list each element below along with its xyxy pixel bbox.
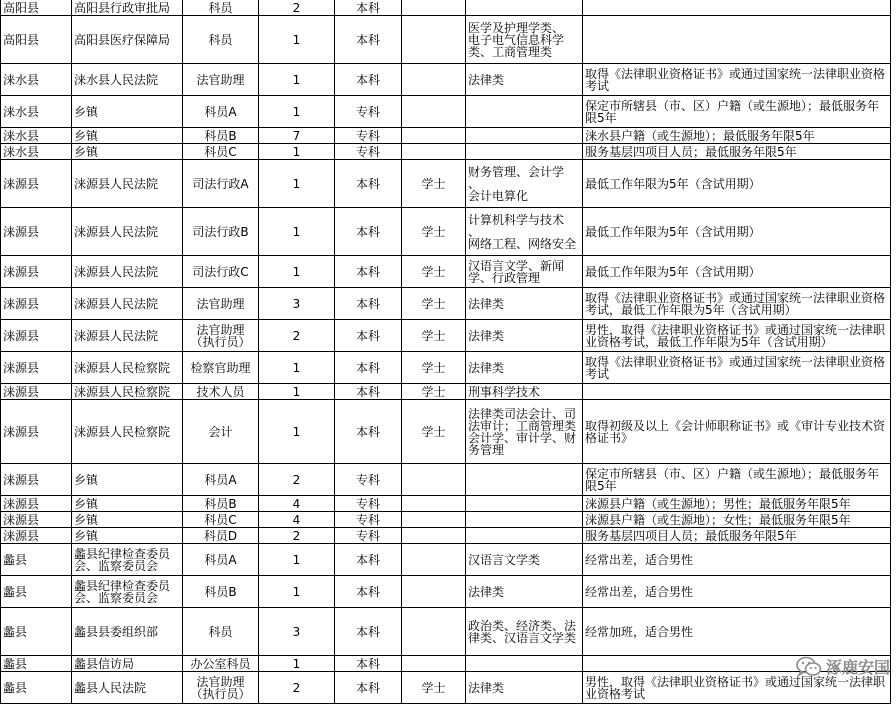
count-cell: 2: [259, 528, 335, 544]
county-cell: 涞源县: [1, 512, 72, 528]
requirements-cell: 取得《法律职业资格证书》或通过国家统一法律职业资格考试，最低工作年限为5年（含试用期）: [583, 288, 891, 320]
count-cell: 1: [259, 144, 335, 160]
major-cell: [466, 656, 583, 672]
table-row: [1, 16, 891, 64]
county-cell: 高阳县: [1, 0, 72, 16]
table-row: [1, 672, 891, 704]
education-cell: 本科: [335, 544, 402, 576]
table-row: [1, 512, 891, 528]
count-cell: 2: [259, 0, 335, 16]
requirements-cell: 最低工作年限为5年（含试用期）: [583, 160, 891, 208]
county-cell: 涞水县: [1, 128, 72, 144]
major-cell: 政治类、经济类、法律类、汉语言文学类: [466, 608, 583, 656]
table-row: [1, 384, 891, 400]
county-cell: 涞水县: [1, 96, 72, 128]
count-cell: 1: [259, 656, 335, 672]
position-cell: 检察官助理: [183, 352, 259, 384]
county-cell: 涞源县: [1, 320, 72, 352]
requirements-cell: 涞源县户籍（或生源地）；女性；最低服务年限5年: [583, 512, 891, 528]
count-cell: 1: [259, 208, 335, 256]
department-cell: 乡镇: [72, 128, 183, 144]
education-cell: 本科: [335, 288, 402, 320]
major-cell: [466, 0, 583, 16]
major-cell: 法律类: [466, 320, 583, 352]
position-cell: 科员D: [183, 528, 259, 544]
position-cell: 科员B: [183, 496, 259, 512]
education-cell: 本科: [335, 384, 402, 400]
count-cell: 2: [259, 672, 335, 704]
count-cell: 4: [259, 496, 335, 512]
degree-cell: 学士: [402, 320, 466, 352]
requirements-cell: 男性，取得《法律职业资格证书》或通过国家统一法律职业资格考试: [583, 672, 891, 704]
degree-cell: 学士: [402, 160, 466, 208]
county-cell: 涞源县: [1, 352, 72, 384]
position-cell: 科员B: [183, 576, 259, 608]
requirements-cell: 经常加班，适合男性: [583, 608, 891, 656]
position-cell: 科员A: [183, 464, 259, 496]
department-cell: 高阳县医疗保障局: [72, 16, 183, 64]
table-row: [1, 528, 891, 544]
table-row: [1, 160, 891, 208]
degree-cell: 学士: [402, 384, 466, 400]
position-cell: 科员A: [183, 96, 259, 128]
requirements-cell: 服务基层四项目人员；最低服务年限5年: [583, 144, 891, 160]
education-cell: 专科: [335, 512, 402, 528]
watermark-text: 涿鹿安国: [825, 658, 890, 677]
table-row: [1, 544, 891, 576]
major-cell: 法律类司法会计、司法审计；工商管理类会计学、审计学、财务管理: [466, 400, 583, 464]
requirements-cell: 取得初级及以上《会计师职称证书》或《审计专业技术资格证书》: [583, 400, 891, 464]
count-cell: 1: [259, 64, 335, 96]
count-cell: 1: [259, 256, 335, 288]
degree-cell: 学士: [402, 672, 466, 704]
degree-cell: [402, 64, 466, 96]
major-cell: 法律类: [466, 64, 583, 96]
department-cell: 乡镇: [72, 144, 183, 160]
major-cell: 法律类: [466, 352, 583, 384]
county-cell: 蠡县: [1, 544, 72, 576]
position-cell: 科员C: [183, 144, 259, 160]
position-cell: 科员C: [183, 512, 259, 528]
department-cell: 蠡县人民法院: [72, 672, 183, 704]
requirements-cell: [583, 16, 891, 64]
major-cell: 汉语言文学类: [466, 544, 583, 576]
degree-cell: [402, 512, 466, 528]
county-cell: 涞源县: [1, 528, 72, 544]
requirements-cell: 经常出差，适合男性: [583, 544, 891, 576]
degree-cell: [402, 544, 466, 576]
county-cell: 涞源县: [1, 208, 72, 256]
table-row: [1, 144, 891, 160]
position-cell: 法官助理: [183, 64, 259, 96]
major-cell: 汉语言文学、新闻学、行政管理: [466, 256, 583, 288]
requirements-cell: [583, 384, 891, 400]
position-cell: 司法行政A: [183, 160, 259, 208]
education-cell: 本科: [335, 576, 402, 608]
count-cell: 1: [259, 160, 335, 208]
education-cell: 本科: [335, 16, 402, 64]
requirements-cell: 男性，取得《法律职业资格证书》或通过国家统一法律职业资格考试，最低工作年限为5年（含试用期）: [583, 320, 891, 352]
position-cell: 科员: [183, 16, 259, 64]
education-cell: 本科: [335, 352, 402, 384]
count-cell: 2: [259, 320, 335, 352]
requirements-cell: 取得《法律职业资格证书》或通过国家统一法律职业资格考试: [583, 64, 891, 96]
county-cell: 涞水县: [1, 144, 72, 160]
education-cell: 专科: [335, 96, 402, 128]
requirements-cell: 最低工作年限为5年（含试用期）: [583, 208, 891, 256]
count-cell: 2: [259, 464, 335, 496]
department-cell: 涞源县人民法院: [72, 320, 183, 352]
major-cell: [466, 96, 583, 128]
requirements-cell: 保定市所辖县（市、区）户籍（或生源地）；最低服务年限5年: [583, 96, 891, 128]
table-row: [1, 288, 891, 320]
table-row: [1, 576, 891, 608]
department-cell: 涞源县人民法院: [72, 160, 183, 208]
county-cell: 涞源县: [1, 160, 72, 208]
department-cell: 蠡县纪律检查委员会、监察委员会: [72, 544, 183, 576]
education-cell: 本科: [335, 608, 402, 656]
count-cell: 1: [259, 576, 335, 608]
department-cell: 涞源县人民检察院: [72, 352, 183, 384]
table-row: [1, 496, 891, 512]
county-cell: 蠡县: [1, 672, 72, 704]
count-cell: 1: [259, 400, 335, 464]
education-cell: 本科: [335, 656, 402, 672]
position-cell: 技术人员: [183, 384, 259, 400]
count-cell: 4: [259, 512, 335, 528]
county-cell: 涞源县: [1, 400, 72, 464]
count-cell: 1: [259, 384, 335, 400]
education-cell: 本科: [335, 672, 402, 704]
degree-cell: 学士: [402, 256, 466, 288]
major-cell: [466, 128, 583, 144]
table-row: [1, 656, 891, 672]
education-cell: 本科: [335, 320, 402, 352]
degree-cell: [402, 608, 466, 656]
position-cell: 司法行政B: [183, 208, 259, 256]
degree-cell: 学士: [402, 288, 466, 320]
major-cell: [466, 464, 583, 496]
degree-cell: [402, 0, 466, 16]
position-cell: 法官助理: [183, 288, 259, 320]
watermark: [796, 655, 890, 678]
table-row: [1, 320, 891, 352]
education-cell: 本科: [335, 256, 402, 288]
table-row: [1, 400, 891, 464]
table-row: [1, 352, 891, 384]
requirements-cell: [583, 0, 891, 16]
degree-cell: 学士: [402, 208, 466, 256]
degree-cell: [402, 128, 466, 144]
requirements-cell: 取得《法律职业资格证书》或通过国家统一法律职业资格考试: [583, 352, 891, 384]
education-cell: 专科: [335, 128, 402, 144]
table-row: [1, 0, 891, 16]
table-row: [1, 96, 891, 128]
requirements-cell: 涞源县户籍（或生源地）；男性；最低服务年限5年: [583, 496, 891, 512]
major-cell: [466, 512, 583, 528]
requirements-cell: 服务基层四项目人员；最低服务年限5年: [583, 528, 891, 544]
position-cell: 办公室科员: [183, 656, 259, 672]
position-cell: 科员B: [183, 128, 259, 144]
table-row: [1, 64, 891, 96]
department-cell: 高阳县行政审批局: [72, 0, 183, 16]
degree-cell: 学士: [402, 352, 466, 384]
department-cell: 乡镇: [72, 496, 183, 512]
county-cell: 蠡县: [1, 608, 72, 656]
department-cell: 涞源县人民法院: [72, 208, 183, 256]
major-cell: 法律类: [466, 288, 583, 320]
count-cell: 7: [259, 128, 335, 144]
table-row: [1, 208, 891, 256]
major-cell: 法律类: [466, 576, 583, 608]
education-cell: 本科: [335, 160, 402, 208]
degree-cell: 学士: [402, 400, 466, 464]
count-cell: 1: [259, 544, 335, 576]
county-cell: 涞水县: [1, 64, 72, 96]
requirements-cell: 最低工作年限为5年（含试用期）: [583, 256, 891, 288]
education-cell: 专科: [335, 496, 402, 512]
department-cell: 涞水县人民法院: [72, 64, 183, 96]
education-cell: 专科: [335, 464, 402, 496]
requirements-cell: 涞水县户籍（或生源地）；最低服务年限5年: [583, 128, 891, 144]
count-cell: 1: [259, 96, 335, 128]
wechat-icon: [796, 656, 822, 678]
education-cell: 本科: [335, 0, 402, 16]
county-cell: 涞源县: [1, 496, 72, 512]
department-cell: 涞源县人民法院: [72, 256, 183, 288]
department-cell: 涞源县人民法院: [72, 288, 183, 320]
table-row: [1, 128, 891, 144]
education-cell: 专科: [335, 144, 402, 160]
education-cell: 本科: [335, 400, 402, 464]
department-cell: 涞源县人民检察院: [72, 400, 183, 464]
position-cell: 司法行政C: [183, 256, 259, 288]
department-cell: 乡镇: [72, 96, 183, 128]
position-cell: 科员A: [183, 544, 259, 576]
county-cell: 涞源县: [1, 288, 72, 320]
degree-cell: [402, 576, 466, 608]
county-cell: 涞源县: [1, 384, 72, 400]
department-cell: 乡镇: [72, 512, 183, 528]
degree-cell: [402, 656, 466, 672]
degree-cell: [402, 496, 466, 512]
department-cell: 蠡县信访局: [72, 656, 183, 672]
requirements-cell: 保定市所辖县（市、区）户籍（或生源地）；最低服务年限5年: [583, 464, 891, 496]
major-cell: 医学及护理学类、 电子电气信息科学类、工商管理类: [466, 16, 583, 64]
county-cell: 涞源县: [1, 464, 72, 496]
major-cell: 财务管理、会计学 、 会计电算化: [466, 160, 583, 208]
education-cell: 本科: [335, 64, 402, 96]
count-cell: 3: [259, 608, 335, 656]
requirements-cell: 经常出差，适合男性: [583, 576, 891, 608]
position-cell: 法官助理 （执行员）: [183, 672, 259, 704]
degree-cell: [402, 96, 466, 128]
degree-cell: [402, 528, 466, 544]
degree-cell: [402, 464, 466, 496]
major-cell: 刑事科学技术: [466, 384, 583, 400]
county-cell: 高阳县: [1, 16, 72, 64]
major-cell: [466, 496, 583, 512]
major-cell: 法律类: [466, 672, 583, 704]
table-row: [1, 256, 891, 288]
position-cell: 会计: [183, 400, 259, 464]
table-row: [1, 464, 891, 496]
department-cell: 乡镇: [72, 528, 183, 544]
count-cell: 1: [259, 16, 335, 64]
county-cell: 蠡县: [1, 656, 72, 672]
count-cell: 1: [259, 352, 335, 384]
county-cell: 涞源县: [1, 256, 72, 288]
major-cell: 计算机科学与技术 、 网络工程、网络安全: [466, 208, 583, 256]
position-cell: 科员: [183, 608, 259, 656]
degree-cell: [402, 144, 466, 160]
major-cell: [466, 528, 583, 544]
department-cell: 蠡县纪律检查委员会、监察委员会: [72, 576, 183, 608]
department-cell: 蠡县县委组织部: [72, 608, 183, 656]
position-cell: 科员: [183, 0, 259, 16]
department-cell: 乡镇: [72, 464, 183, 496]
major-cell: [466, 144, 583, 160]
count-cell: 3: [259, 288, 335, 320]
table-row: [1, 608, 891, 656]
education-cell: 本科: [335, 208, 402, 256]
department-cell: 涞源县人民检察院: [72, 384, 183, 400]
degree-cell: [402, 16, 466, 64]
position-cell: 法官助理 （执行员）: [183, 320, 259, 352]
education-cell: 专科: [335, 528, 402, 544]
county-cell: 蠡县: [1, 576, 72, 608]
